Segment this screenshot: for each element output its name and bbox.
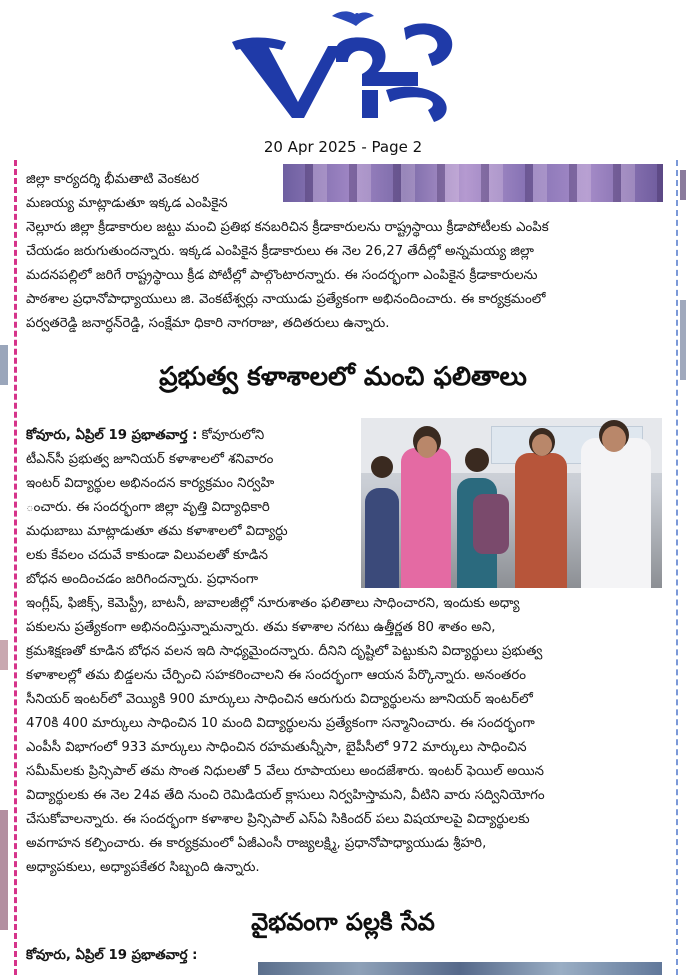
story-college-text bbox=[26, 592, 666, 880]
newspaper-logo bbox=[228, 6, 460, 128]
text-line: మధుబాబు మాట్లాడుతూ తమ కళాశాలలో విద్యార్థు bbox=[26, 524, 288, 539]
story-college-text-narrow bbox=[26, 424, 354, 592]
text-line: పాఠశాల ప్రధానోపాధ్యాయులు జి. వెంకటేశ్వర్లు నాయుడు ప్రత్యేకంగా అభినందించారు. ఈ కార్యక్రమంలో bbox=[26, 292, 546, 307]
college-felicitation-photo bbox=[361, 418, 662, 588]
text-line: లకు కేవలం చదువే కాకుండా విలువలతో కూడిన bbox=[26, 548, 269, 563]
palanquin-photo bbox=[258, 962, 662, 975]
text-line: నెల్లూరు జిల్లా క్రీడాకారుల జట్టు మంచి ప్రతిభ కనబరిచిన క్రీడాకారులను రాష్ట్రస్థాయి క్రీడాపోటీలకు ఎంపిక bbox=[26, 220, 549, 235]
page-date: 20 Apr 2025 - Page 2 bbox=[263, 138, 423, 156]
right-column-rule bbox=[676, 160, 678, 975]
text-line: 470కి 400 మార్కులు సాధించిన 10 మంది విద్యార్థులను ప్రత్యేకంగా సన్మానించారు. ఈ సందర్భంగా bbox=[26, 716, 535, 731]
adjacent-photo-strip bbox=[0, 640, 8, 670]
text-line: జిల్లా కార్యదర్శి భీమతాటి వెంకటర bbox=[26, 172, 200, 187]
story-sports-text bbox=[26, 168, 666, 336]
text-line: ఎంపీసీ విభాగంలో 933 మార్కులు సాధించిన రహమతున్నీసా, బైపీసీలో 972 మార్కులు సాధించిన bbox=[26, 740, 527, 755]
adjacent-photo-strip bbox=[680, 170, 686, 200]
dove-icon bbox=[332, 11, 374, 26]
text-line: పకులను ప్రత్యేకంగా అభినందిస్తున్నామన్నారు. తమ కళాశాల నగటు ఉత్తీర్ణత 80 శాతం అని, bbox=[26, 620, 496, 635]
text-line: బోధన అందించడం జరిగిందన్నారు. ప్రధానంగా bbox=[26, 572, 259, 587]
left-column-rule bbox=[14, 160, 17, 975]
text-line: కోవూరులోని bbox=[201, 428, 265, 443]
text-line: ఇంటర్ విద్యార్థుల అభినందన కార్యక్రమం నిర్వహి bbox=[26, 476, 275, 491]
text-line: మదనపల్లిలో జరిగే రాష్ట్రస్థాయి క్రీడ పోటీల్లో పాల్గొంటారన్నారు. ఈ సందర్భంగా ఎంపికైన క్రీడాకారులను bbox=[26, 268, 538, 283]
story-dateline: కోవూరు, ఏప్రిల్ 19 ప్రభాతవార్త : bbox=[26, 948, 198, 963]
masthead bbox=[0, 0, 686, 156]
story-dateline: కోవూరు, ఏప్రిల్ 19 ప్రభాతవార్త : bbox=[26, 428, 198, 443]
text-line: ఇంగ్లీష్, ఫిజిక్స్, కెమెస్ట్రీ, బాటనీ, జువాలజీల్లో నూరుశాతం ఫలితాలు సాధించారని, ఇందుకు అధ్యా bbox=[26, 596, 520, 611]
text-line: టీఎన్‌సీ ప్రభుత్వ జూనియర్ కళాశాలలో శనివారం bbox=[26, 452, 274, 467]
text-line: సీనియర్ ఇంటర్‌లో వెయ్యికి 900 మార్కులు సాధించిన ఆరుగురు విద్యార్థులను జూనియర్ ఇంటర్‌లో bbox=[26, 692, 533, 707]
text-line: పర్వతరెడ్డి జనార్ధన్‌రెడ్డి, సంక్షేమా ధికారి నాగరాజు, తదితరులు ఉన్నారు. bbox=[26, 316, 390, 331]
text-line: కళాశాలల్లో తమ బిడ్డలను చేర్పించి సహకరించాలని ఈ సందర్భంగా ఆయన పేర్కొన్నారు. అనంతరం bbox=[26, 668, 526, 683]
text-line: సమీమ్‌లకు ప్రిన్సిపాల్ తమ సొంత నిధులతో 5 వేలు రూపాయలు అందజేశారు. ఇంటర్ ఫెయిల్ అయిన bbox=[26, 764, 544, 779]
text-line: చేయడం జరుగుతుందన్నారు. ఇక్కడ ఎంపికైన క్రీడాకారులు ఈ నెల 26,27 తేదీల్లో అన్నమయ్య జిల్లా bbox=[26, 244, 534, 259]
text-line: మణయ్య మాట్లాడుతూ ఇక్కడ ఎంపికైన bbox=[26, 196, 228, 211]
text-line: ంచారు. ఈ సందర్భంగా జిల్లా వృత్తి విద్యాధికారి bbox=[26, 500, 270, 515]
masthead-title: వార్త bbox=[344, 126, 346, 127]
text-line: క్రమశిక్షణతో కూడిన బోధన వలన ఇది సాధ్యమైందన్నారు. దీనిని దృష్టిలో పెట్టుకుని విద్యార్థులు ప్రభుత్వ bbox=[26, 644, 543, 659]
text-line: అధ్యాపకులు, అధ్యాపకేతర సిబ్బంది ఉన్నారు. bbox=[26, 860, 260, 875]
story-headline: ప్రభుత్వ కళాశాలలో మంచి ఫలితాలు bbox=[159, 362, 527, 392]
text-line: చేసుకోవాలన్నారు. ఈ సందర్భంగా కళాశాల ప్రిన్సిపాల్ ఎస్ఏ సికిందర్ పలు విషయాలపై విద్యార్థులకు bbox=[26, 812, 530, 827]
adjacent-column-edge bbox=[0, 160, 10, 975]
story-headline: వైభవంగా పల్లకి సేవ bbox=[251, 908, 435, 936]
text-line: అవగాహన కల్పించారు. ఈ కార్యక్రమంలో ఏజీఎంసీ రాజ్యలక్ష్మి, ప్రధానోపాధ్యాయుడు శ్రీహరి, bbox=[26, 836, 487, 851]
text-line: విద్యార్థులకు ఈ నెల 24వ తేది నుంచి రెమిడియల్ క్లాసులు నిర్వహిస్తామని, వీటిని వారు సద్వినియోగం bbox=[26, 788, 545, 803]
story-palanquin-text bbox=[26, 944, 266, 968]
